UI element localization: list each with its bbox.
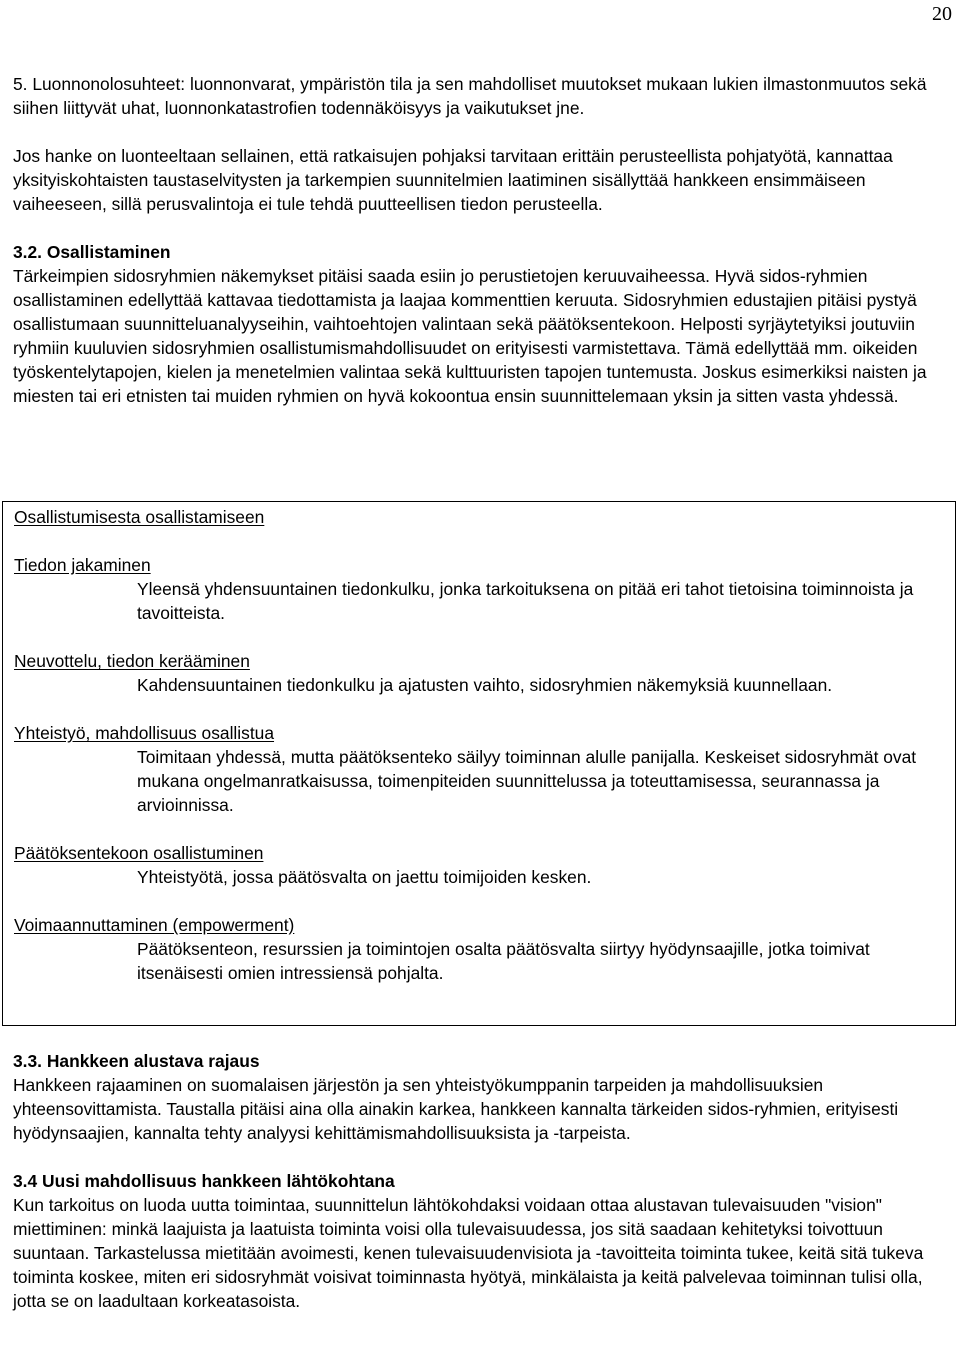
term-consultation: Neuvottelu, tiedon kerääminen bbox=[14, 651, 250, 671]
term-information-sharing: Tiedon jakaminen bbox=[14, 555, 151, 575]
term-empowerment: Voimaannuttaminen (empowerment) bbox=[14, 915, 295, 935]
intro-text bbox=[13, 72, 953, 408]
section-3-3-heading: 3.3. Hankkeen alustava rajaus bbox=[13, 1051, 260, 1071]
description-empowerment: Päätöksenteon, resurssien ja toimintojen osalta päätösvalta siirtyy hyödynsaajille, jotka toimivat itsenäisesti omien intressiensä pohjalta. bbox=[137, 939, 870, 983]
basic-research-paragraph: Jos hanke on luonteeltaan sellainen, että ratkaisujen pohjaksi tarvitaan erittäin perusteellista pohjatyötä, kannattaa yksityiskohtaisten taustaselvitysten ja tarkempien suunnitelmien laatiminen sisällyttää hankkeen ensimmäiseen vaiheeseen, sillä perusvalintoja ei tule tehdä puutteellisen tiedon perusteella. bbox=[13, 146, 893, 214]
participation-box bbox=[2, 501, 956, 1026]
section-3-2-heading: 3.2. Osallistaminen bbox=[13, 242, 171, 262]
section-3-4-heading: 3.4 Uusi mahdollisuus hankkeen lähtökohtana bbox=[13, 1171, 395, 1191]
box-title: Osallistumisesta osallistamiseen bbox=[14, 507, 265, 527]
section-3-3-body: Hankkeen rajaaminen on suomalaisen järjestön ja sen yhteistyökumppanin tarpeiden ja mahdollisuuksien yhteensovittamista. Taustalla pitäisi aina olla ainakin karkea, hankkeen kannalta tärkeiden sidos-ryhmien, erityisesti hyödynsaajien, kannalta tehty analyysi kehittämismahdollisuuksista ja -tarpeista. bbox=[13, 1075, 899, 1143]
page-number: 20 bbox=[932, 3, 952, 25]
description-collaboration: Toimitaan yhdessä, mutta päätöksenteko säilyy toiminnan alulle panijalla. Keskeiset sidosryhmät ovat mukana ongelmanratkaisussa, toimenpiteiden suunnittelussa ja toteuttamisessa, seurannassa ja arvioinnissa. bbox=[137, 747, 917, 815]
section-3-2-body: Tärkeimpien sidosryhmien näkemykset pitäisi saada esiin jo perustietojen keruuvaiheessa. Hyvä sidos-ryhmien osallistaminen edellyttää kattavaa tiedottamista ja laajaa kommenttien keruuta. Sidosryhmien edustajien pitäisi pystyä osallistumaan suunnitteluanalyyseihin, vaihtoehtojen valintaan sekä päätöksentekoon. Helposti syrjäytetyiksi joutuviin ryhmiin kuuluvien sidosryhmien osallistumismahdollisuudet on erityisesti varmistettava. Tämä edellyttää mm. oikeiden työskentelytapojen, kielen ja menetelmien valintaa sekä kulttuuristen tapojen tuntemusta. Joskus esimerkiksi naisten ja miesten tai eri etnisten tai muiden ryhmien on hyvä kokoontua ensin suunnittelemaan yksin ja sitten vasta yhdessä. bbox=[13, 266, 927, 406]
term-collaboration: Yhteistyö, mahdollisuus osallistua bbox=[14, 723, 275, 743]
description-consultation: Kahdensuuntainen tiedonkulku ja ajatusten vaihto, sidosryhmien näkemyksiä kuunnellaan. bbox=[137, 675, 833, 695]
term-decision-making: Päätöksentekoon osallistuminen bbox=[14, 843, 264, 863]
section-3-4-body: Kun tarkoitus on luoda uutta toimintaa, suunnittelun lähtökohdaksi voidaan ottaa alustavan tulevaisuuden "vision" miettiminen: minkä laajuista ja laatuista toiminta voisi olla tulevaisuudessa, jos sitä saadaan kehitetyksi toivottuun suuntaan. Tarkastelussa mietitään avoimesti, kenen tulevaisuudenvisiota ja -tavoitteita toiminta tukee, keitä sitä tukeva toiminta koskee, miten eri sidosryhmät voisivat toiminnasta hyötyä, minkälaista ja keitä palvelevaa toiminnan tulisi olla, jotta se on laadultaan korkeatasoista. bbox=[13, 1195, 924, 1311]
lower-sections bbox=[13, 1049, 953, 1313]
description-decision-making: Yhteistyötä, jossa päätösvalta on jaettu toimijoiden kesken. bbox=[137, 867, 592, 887]
list-item-5: 5. Luonnonolosuhteet: luonnonvarat, ympäristön tila ja sen mahdolliset muutokset mukaan lukien ilmastonmuutos sekä siihen liittyvät uhat, luonnonkatastrofien todennäköisyys ja vaikutukset jne. bbox=[13, 74, 927, 118]
description-information-sharing: Yleensä yhdensuuntainen tiedonkulku, jonka tarkoituksena on pitää eri tahot tietoisina toiminnoista ja tavoitteista. bbox=[137, 579, 914, 623]
